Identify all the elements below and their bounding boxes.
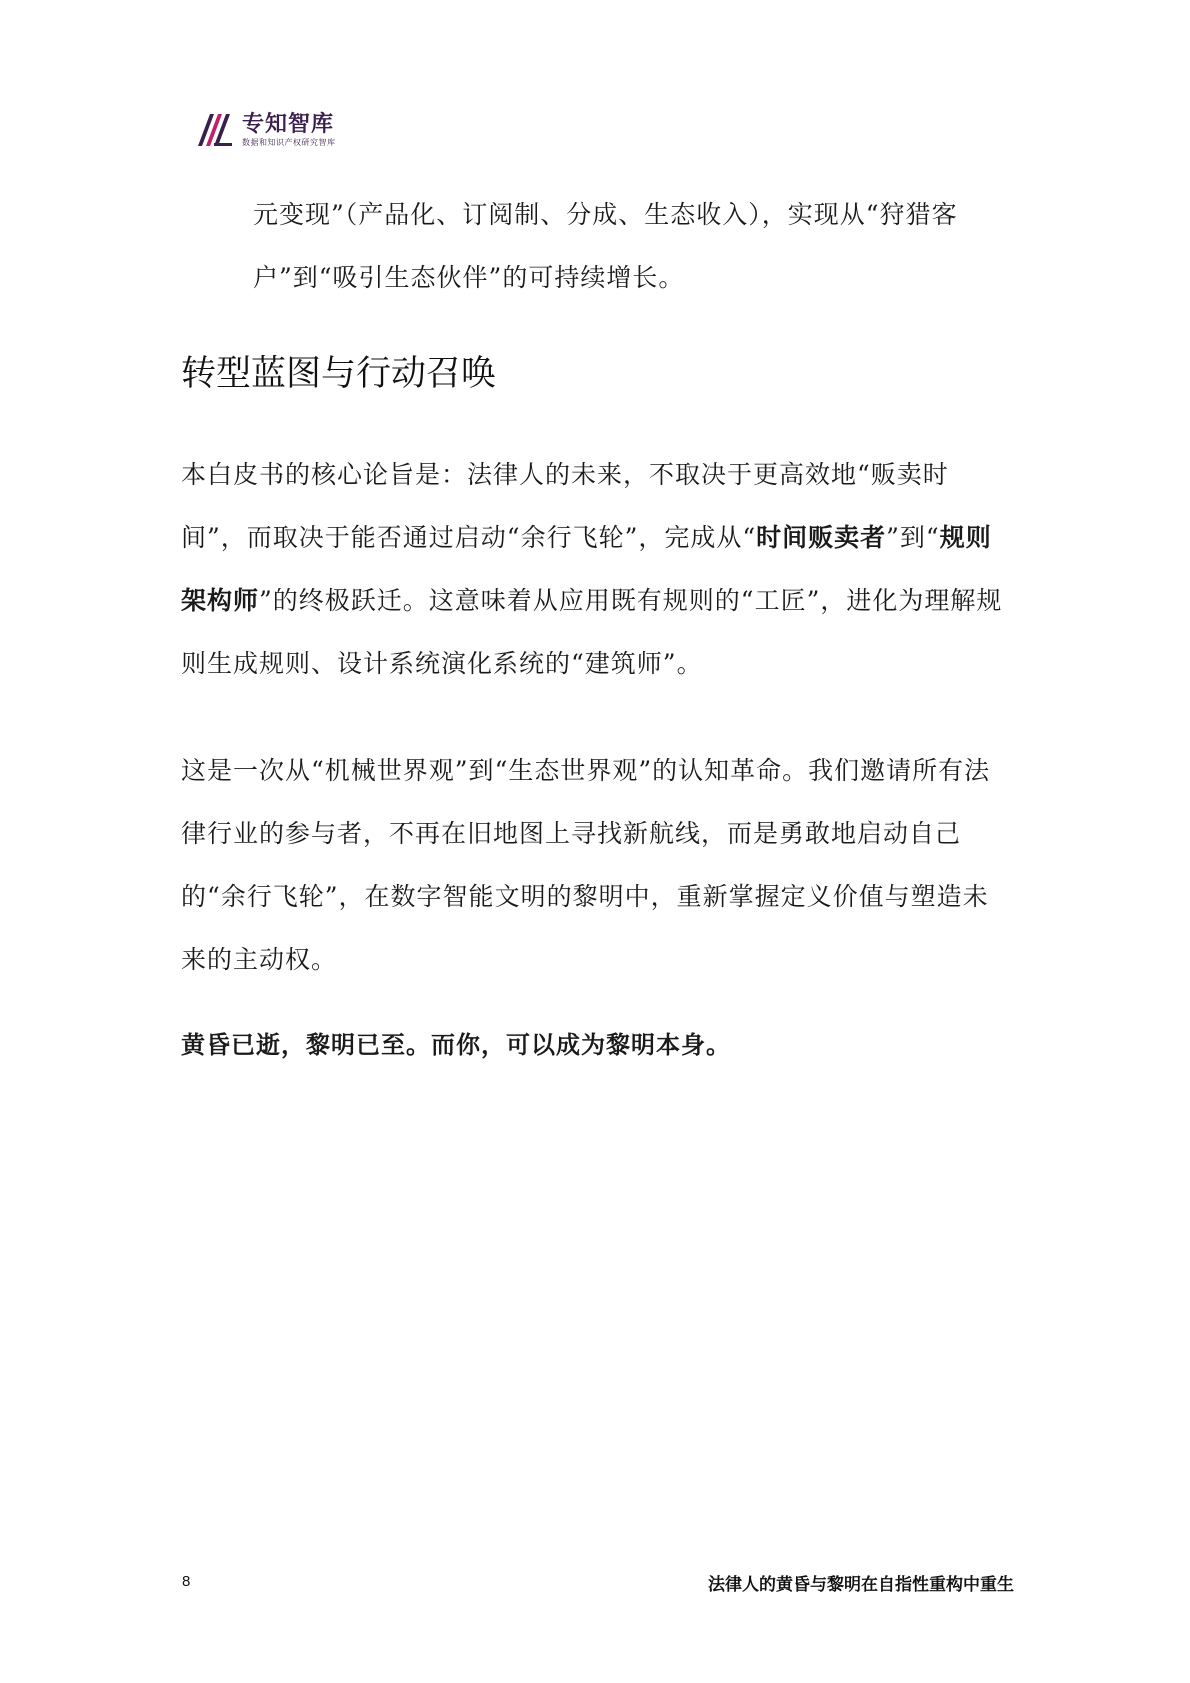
page-content	[181, 183, 1011, 1065]
logo-mark-icon	[196, 110, 236, 150]
paragraph-2: 这是一次从“机械世界观”到“生态世界观”的认知革命。我们邀请所有法律行业的参与者，不再在旧地图上寻找新航线，而是勇敢地启动自己的“余行飞轮”，在数字智能文明的黎明中，重新掌握定义价值与塑造未来的主动权。	[181, 756, 991, 974]
paragraph-1-text-b: ”到“	[886, 523, 940, 552]
logo-subtitle: 数据和知识产权研究智库	[242, 138, 336, 147]
paragraph-1-text-a: 本白皮书的核心论旨是：法律人的未来，不取决于更高效地“贩卖时间”，而取决于能否通过启动“余行飞轮”，完成从“	[181, 460, 949, 552]
closing-statement: 黄昏已逝，黎明已至。而你，可以成为黎明本身。	[181, 1031, 731, 1059]
section-title: 转型蓝图与行动召唤	[181, 354, 497, 394]
continued-paragraph: 元变现”（产品化、订阅制、分成、生态收入），实现从“狩猎客户”到“吸引生态伙伴”的可持续增长。	[253, 200, 958, 292]
paragraph-1-bold-a: 时间贩卖者	[756, 523, 887, 552]
page-number: 8	[182, 1573, 191, 1590]
paragraph-1-bold-b: 规则架构师	[181, 523, 992, 615]
paragraph-1	[181, 443, 1011, 695]
logo-title: 专知智库	[242, 112, 335, 137]
paragraph-1-text-c: ”的终极跃迁。这意味着从应用既有规则的“工匠”，进化为理解规则生成规则、设计系统演化系统的“建筑师”。	[181, 586, 1003, 678]
logo	[196, 110, 336, 150]
footer-document-title: 法律人的黄昏与黎明在自指性重构中重生	[708, 1575, 1014, 1595]
